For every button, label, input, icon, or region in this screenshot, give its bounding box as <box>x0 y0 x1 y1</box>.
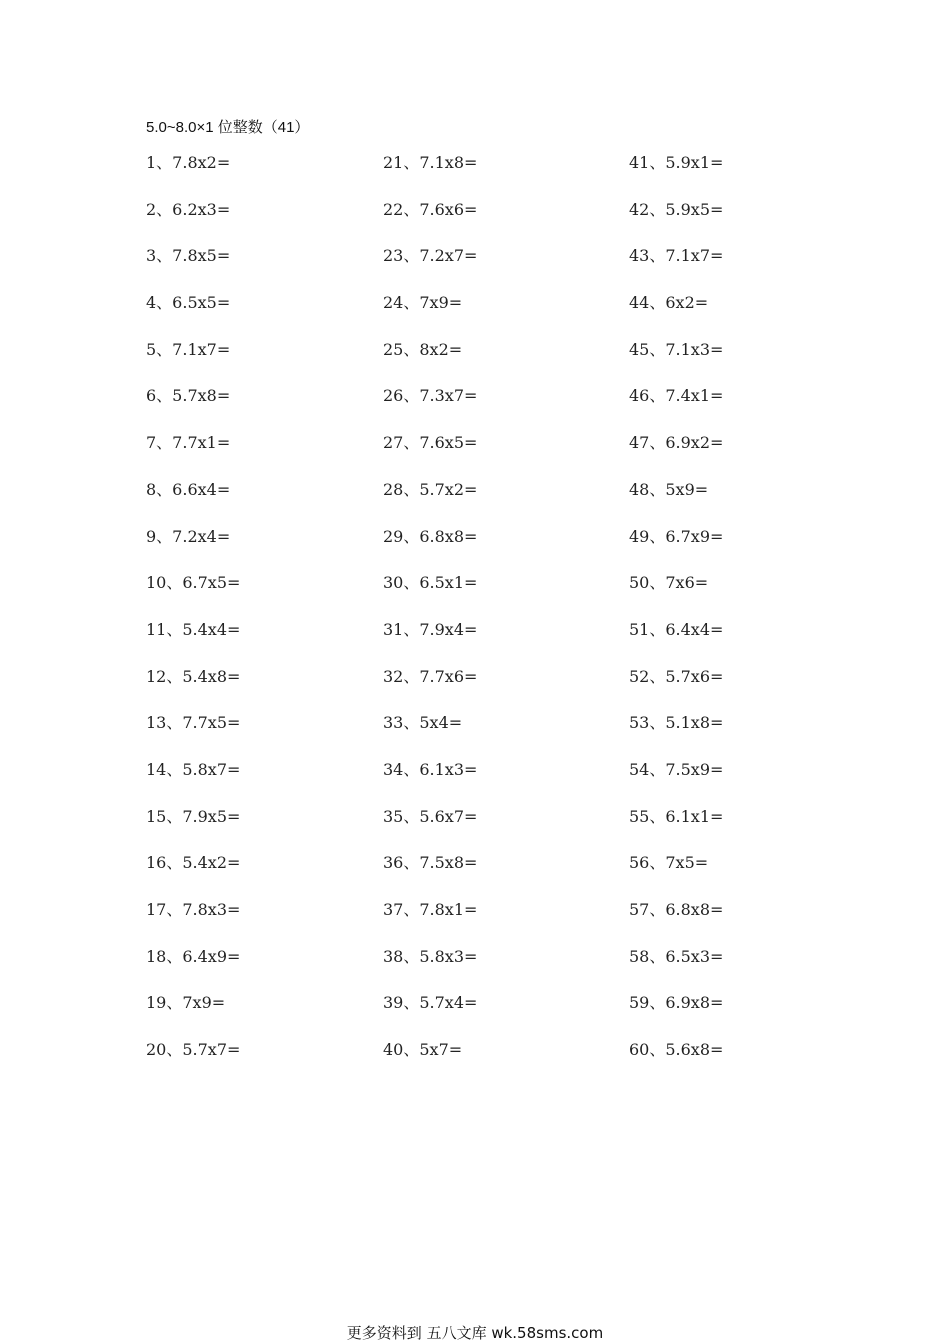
problem-item: 34、6.1x3= <box>383 759 478 779</box>
problem-item: 49、6.7x9= <box>629 526 724 546</box>
problem-item: 41、5.9x1= <box>629 153 724 172</box>
problem-item: 24、7x9= <box>383 293 463 313</box>
problem-item: 2、6.2x3= <box>146 199 231 219</box>
problem-item: 32、7.7x6= <box>383 666 478 686</box>
problem-item: 7、7.7x1= <box>146 433 231 453</box>
problem-item: 39、5.7x4= <box>383 993 478 1013</box>
problem-item: 38、5.8x3= <box>383 946 478 966</box>
problem-item: 35、5.6x7= <box>383 806 478 826</box>
worksheet-title: 5.0~8.0×1 位整数（41） <box>146 119 310 136</box>
problem-item: 27、7.6x5= <box>383 433 478 453</box>
problem-item: 18、6.4x9= <box>146 946 241 966</box>
footer-watermark: 更多资料到 五八文库 wk.58sms.com <box>346 1324 604 1342</box>
problem-item: 40、5x7= <box>383 1040 463 1060</box>
problem-item: 52、5.7x6= <box>629 666 724 686</box>
problem-item: 11、5.4x4= <box>146 619 241 639</box>
problem-item: 60、5.6x8= <box>629 1040 724 1060</box>
problem-item: 23、7.2x7= <box>383 246 478 266</box>
problem-item: 21、7.1x8= <box>383 153 478 172</box>
problem-item: 46、7.4x1= <box>629 386 724 406</box>
problem-item: 43、7.1x7= <box>629 246 724 266</box>
problem-item: 10、6.7x5= <box>146 573 241 593</box>
problem-item: 3、7.8x5= <box>146 246 231 266</box>
problem-item: 19、7x9= <box>146 993 226 1013</box>
problem-item: 6、5.7x8= <box>146 386 231 406</box>
problem-item: 48、5x9= <box>629 479 709 499</box>
problem-item: 15、7.9x5= <box>146 806 241 826</box>
problem-item: 31、7.9x4= <box>383 619 478 639</box>
problem-item: 13、7.7x5= <box>146 713 241 733</box>
problem-item: 54、7.5x9= <box>629 759 724 779</box>
problem-item: 5、7.1x7= <box>146 339 231 359</box>
problem-item: 26、7.3x7= <box>383 386 478 406</box>
problem-column-3 <box>629 150 723 1084</box>
problem-item: 25、8x2= <box>383 339 463 359</box>
problem-item: 47、6.9x2= <box>629 433 724 453</box>
problem-item: 20、5.7x7= <box>146 1040 241 1060</box>
problem-item: 30、6.5x1= <box>383 573 478 593</box>
problem-item: 55、6.1x1= <box>629 806 724 826</box>
problem-item: 56、7x5= <box>629 853 709 873</box>
problem-column-2 <box>383 150 477 1084</box>
problem-item: 53、5.1x8= <box>629 713 724 733</box>
problem-item: 59、6.9x8= <box>629 993 724 1013</box>
problem-item: 57、6.8x8= <box>629 900 724 919</box>
problem-item: 50、7x6= <box>629 573 709 593</box>
problem-item: 16、5.4x2= <box>146 853 241 873</box>
problem-item: 4、6.5x5= <box>146 293 231 313</box>
problem-item: 17、7.8x3= <box>146 900 241 919</box>
problem-item: 44、6x2= <box>629 293 709 313</box>
problem-item: 12、5.4x8= <box>146 666 241 686</box>
problem-column-1 <box>146 150 240 1084</box>
problem-item: 29、6.8x8= <box>383 526 478 546</box>
problem-item: 37、7.8x1= <box>383 900 478 919</box>
problem-item: 58、6.5x3= <box>629 946 724 966</box>
problem-item: 1、7.8x2= <box>146 153 231 172</box>
problem-item: 8、6.6x4= <box>146 479 231 499</box>
problem-item: 22、7.6x6= <box>383 199 478 219</box>
problem-item: 42、5.9x5= <box>629 199 724 219</box>
problem-item: 33、5x4= <box>383 713 463 733</box>
problem-item: 45、7.1x3= <box>629 339 724 359</box>
problem-item: 9、7.2x4= <box>146 526 231 546</box>
problem-item: 51、6.4x4= <box>629 619 724 639</box>
problem-item: 14、5.8x7= <box>146 759 241 779</box>
problem-item: 36、7.5x8= <box>383 853 478 873</box>
problem-item: 28、5.7x2= <box>383 479 478 499</box>
